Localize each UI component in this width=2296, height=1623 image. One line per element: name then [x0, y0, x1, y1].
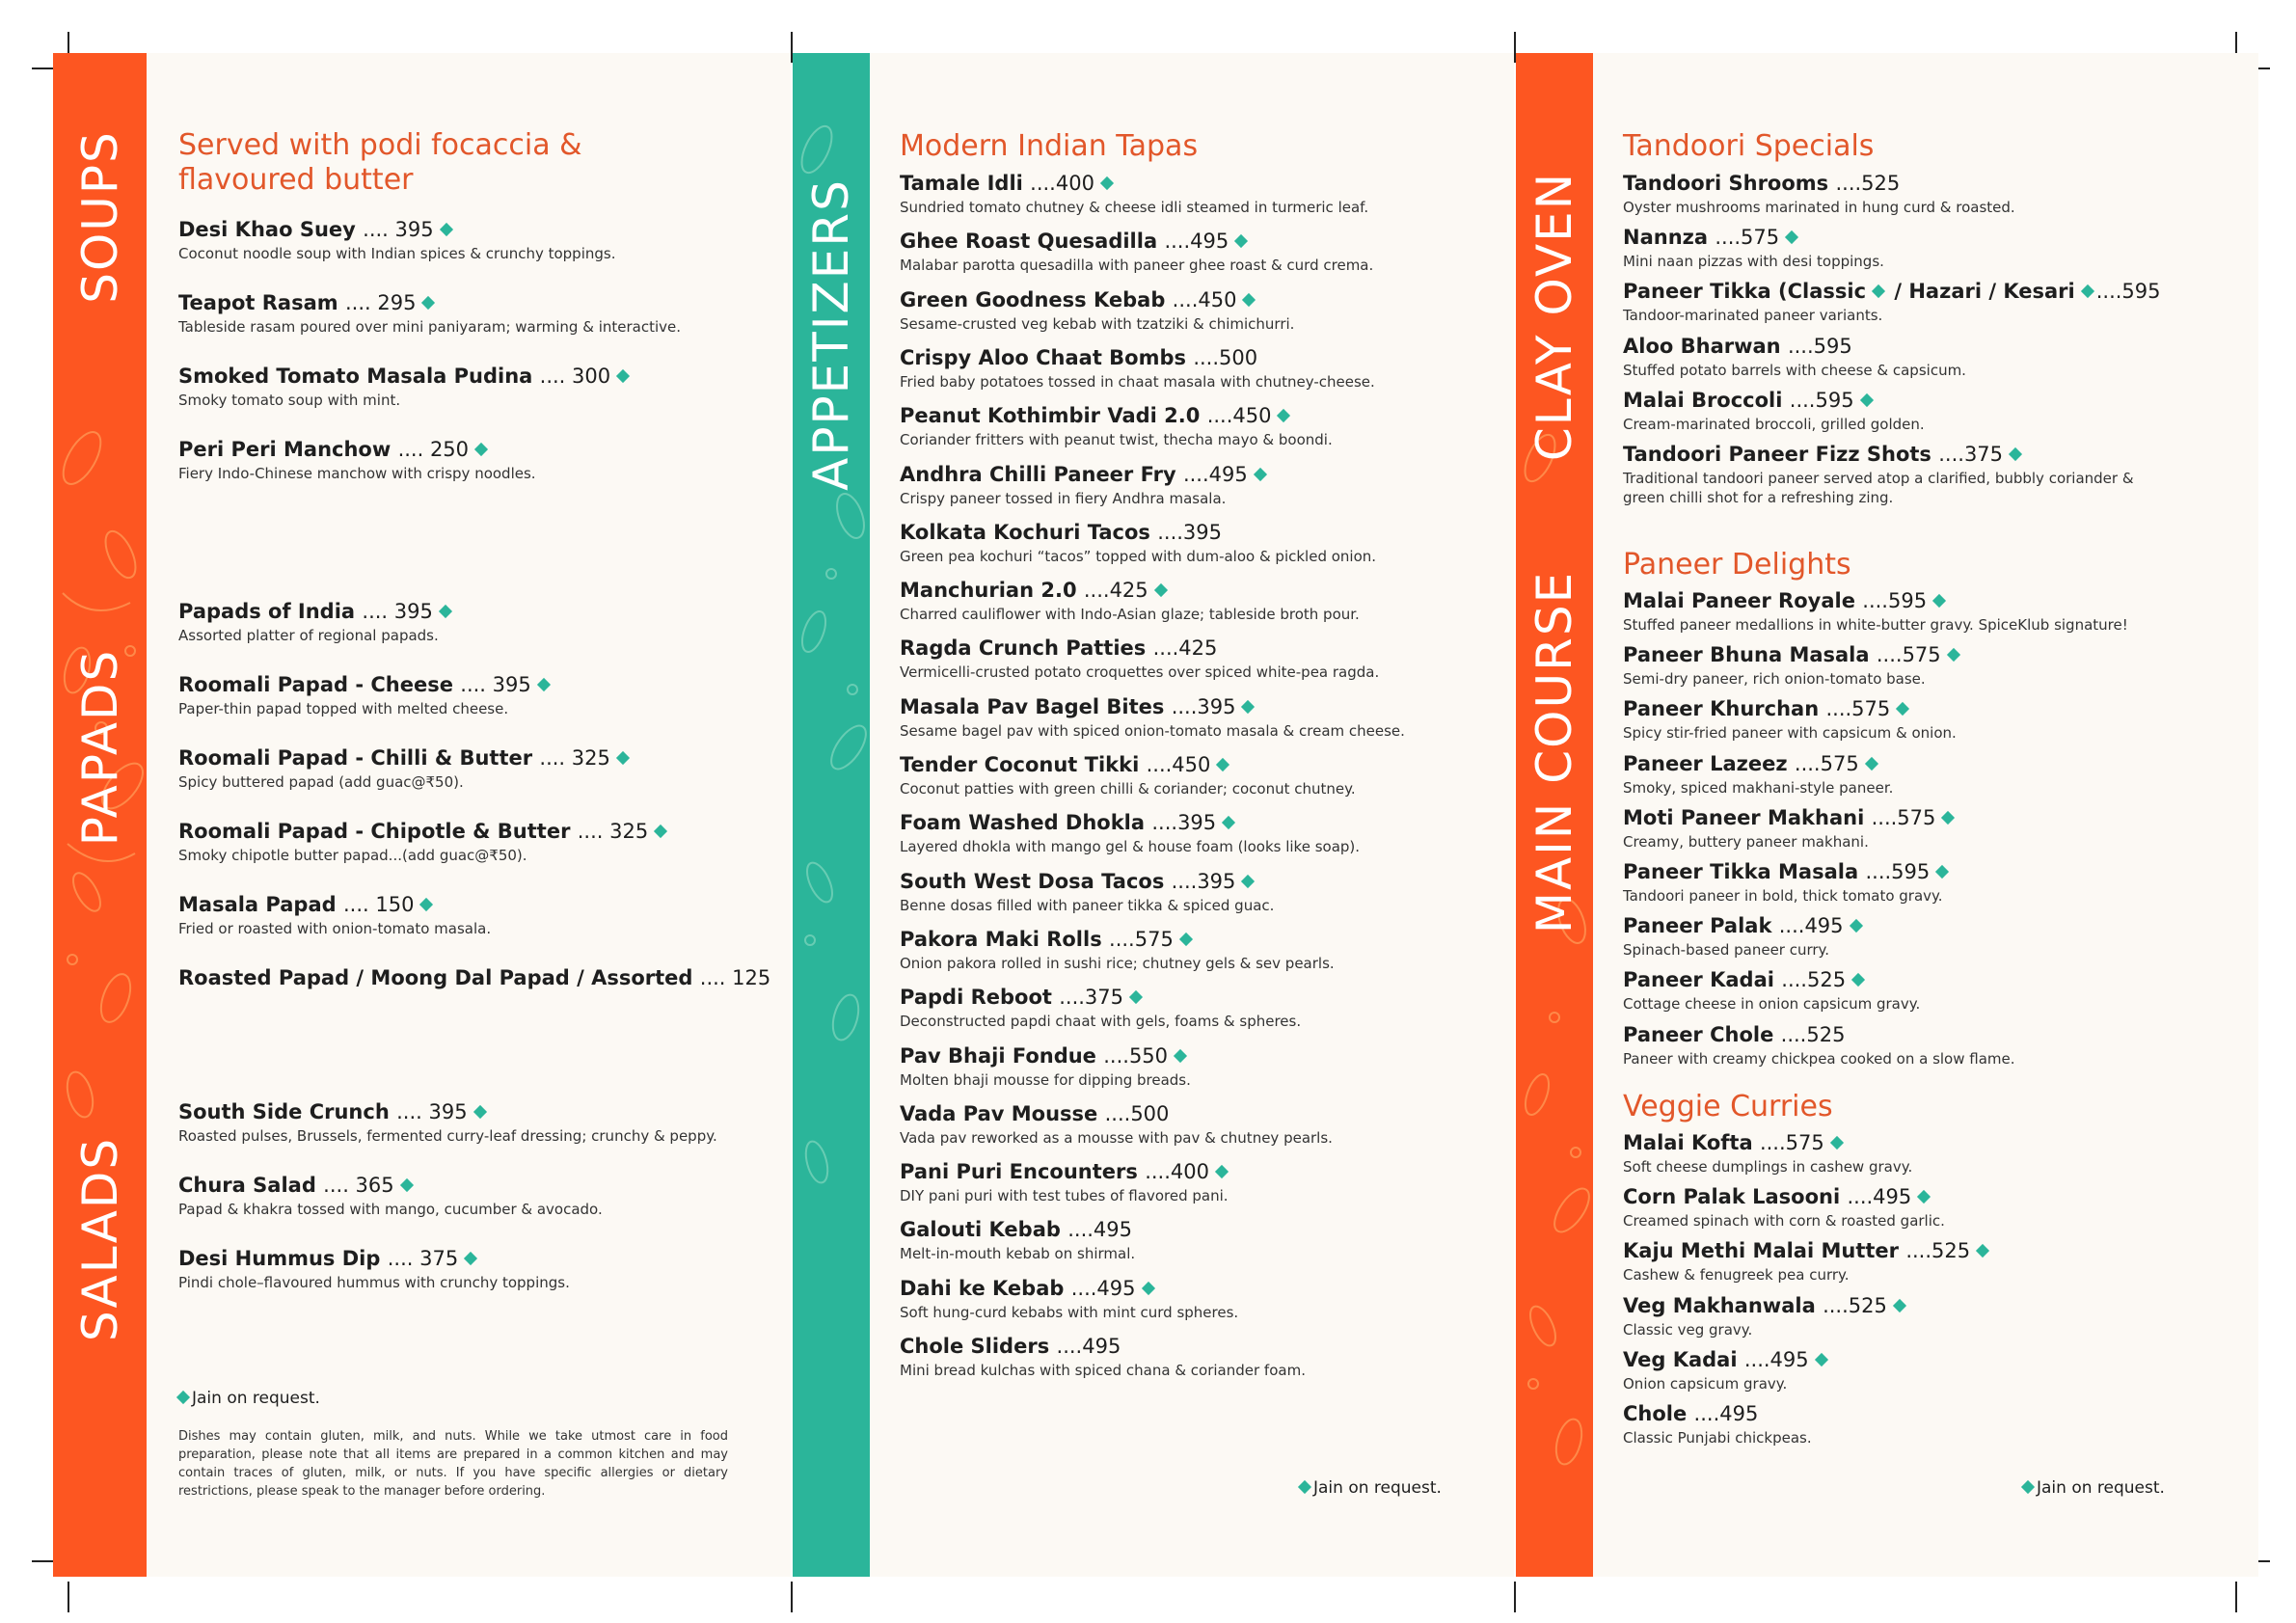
menu-item-price: ....495 [1056, 1335, 1121, 1358]
menu-item-description: Mini bread kulchas with spiced chana & coriander foam. [900, 1362, 1306, 1379]
menu-item [1623, 225, 2163, 271]
menu-item-name: Malai Kofta ....575 [1623, 1130, 2201, 1155]
menu-item [1623, 805, 2201, 852]
menu-item-price: .... 250 [397, 438, 470, 461]
jain-diamond-icon [419, 898, 433, 911]
menu-item [1623, 1184, 2201, 1231]
jain-diamond-icon [1241, 700, 1255, 714]
menu-item-name: Kolkata Kochuri Tacos ....395 [900, 520, 1223, 544]
menu-item [1623, 1401, 2201, 1447]
menu-item [1623, 696, 2201, 743]
menu-item-price: ....495 [1182, 462, 1248, 486]
menu-item-description: Creamed spinach with corn & roasted garlic. [1623, 1212, 1945, 1231]
menu-item [178, 437, 757, 483]
jain-diamond-icon [1100, 176, 1114, 190]
menu-item [900, 229, 1498, 275]
menu-item-name: Roomali Papad - Cheese .... 395 [178, 672, 776, 697]
menu-item-description: Charred cauliflower with Indo-Asian glaze; tableside broth pour. [900, 606, 1360, 624]
menu-item-name: Roomali Papad - Chipotle & Butter .... 325 [178, 819, 776, 844]
panel1 [147, 53, 791, 1577]
menu-item-name: Moti Paneer Makhani ....575 [1623, 805, 2201, 830]
menu-item-description: Stuffed potato barrels with cheese & capsicum. [1623, 361, 1966, 379]
menu-item [1623, 442, 2163, 507]
menu-item [900, 694, 1498, 741]
menu-item-description: Vada pav reworked as a mousse with pav & chutney pearls. [900, 1128, 1333, 1147]
jain-diamond-icon [1242, 293, 1256, 307]
menu-item-description: Sesame bagel pav with spiced onion-tomato masala & cream cheese. [900, 721, 1405, 740]
panel1-side-strip [53, 53, 147, 1577]
jain-diamond-icon [464, 1252, 477, 1265]
menu-item-name: Paneer Khurchan ....575 [1623, 696, 2201, 721]
menu-item-price: ....595 [2095, 280, 2161, 304]
tandoori-heading: Tandoori Specials [1623, 129, 1875, 163]
menu-item-description: Soft hung-curd kebabs with mint curd spheres. [900, 1303, 1239, 1321]
menu-item-description: Coconut noodle soup with Indian spices & crunchy toppings. [178, 245, 616, 262]
jain-note: Jain on request. [2023, 1478, 2165, 1498]
menu-item [900, 171, 1498, 217]
menu-item-price: ....425 [1152, 636, 1218, 661]
menu-item-price: .... 395 [396, 1100, 468, 1123]
menu-item-price: .... 300 [539, 365, 611, 388]
menu-item-name: Paneer Tikka Masala ....595 [1623, 859, 2201, 884]
menu-item [900, 985, 1498, 1031]
menu-item-description: Sundried tomato chutney & cheese idli steamed in turmeric leaf. [900, 199, 1369, 216]
menu-item-name: Green Goodness Kebab ....450 [900, 287, 1498, 312]
menu-item [900, 403, 1498, 449]
menu-item-price: ....375 [1938, 443, 2004, 466]
menu-item-name: Ragda Crunch Patties ....425 [900, 636, 1218, 661]
menu-item-name: Vada Pav Mousse ....500 [900, 1101, 1170, 1125]
menu-item [900, 636, 1498, 682]
menu-item [900, 520, 1498, 566]
menu-item-price: ....400 [1030, 172, 1094, 195]
jain-diamond-icon [176, 1391, 190, 1404]
menu-item-name: Ghee Roast Quesadilla ....495 [900, 229, 1498, 254]
jain-diamond-icon [440, 223, 453, 236]
jain-diamond-icon [1141, 1282, 1154, 1295]
jain-diamond-icon [1815, 1353, 1828, 1366]
jain-diamond-icon [1917, 1190, 1931, 1204]
menu-item-name: South West Dosa Tacos ....395 [900, 869, 1498, 894]
menu-item-description: Coriander fritters with peanut twist, thecha mayo & boondi. [900, 431, 1333, 449]
menu-item-name: Corn Palak Lasooni ....495 [1623, 1184, 2201, 1209]
menu-item-price: ....450 [1146, 753, 1211, 776]
menu-item-description: Classic veg gravy. [1623, 1320, 1753, 1339]
menu-item-description: Soft cheese dumplings in cashew gravy. [1623, 1158, 1913, 1176]
menu-item [178, 364, 757, 410]
menu-item-description: Stuffed paneer medallions in white-butter gravy. SpiceKlub signature! [1623, 616, 2128, 634]
menu-item-price: .... 395 [363, 218, 434, 241]
jain-diamond-icon [400, 1178, 414, 1192]
menu-item-price: ....450 [1206, 404, 1272, 428]
menu-item-name: Paneer Tikka (Classic / Hazari / Kesari ....595 [1623, 280, 2161, 304]
menu-item-name: Masala Pav Bagel Bites ....395 [900, 694, 1498, 719]
jain-diamond-icon [1179, 933, 1193, 946]
jain-diamond-icon [1893, 1299, 1906, 1312]
menu-item-price: ....575 [1109, 927, 1174, 951]
menu-item-name: Paneer Palak ....495 [1623, 913, 2201, 938]
menu-item-name: Paneer Chole ....525 [1623, 1022, 1846, 1046]
menu-item-description: DIY pani puri with test tubes of flavored pani. [900, 1187, 1229, 1205]
menu-item-name: Veg Makhanwala ....525 [1623, 1293, 2201, 1318]
jain-diamond-icon [1851, 973, 1865, 987]
menu-item [178, 819, 776, 865]
jain-diamond-icon [1174, 1048, 1187, 1062]
menu-item-name: Crispy Aloo Chaat Bombs ....500 [900, 345, 1258, 369]
menu-item [900, 1101, 1498, 1148]
menu-item-name: Malai Paneer Royale ....595 [1623, 588, 2201, 613]
menu-item [1623, 642, 2201, 689]
menu-item-price: ....575 [1794, 751, 1859, 775]
menu-item-description: Cream-marinated broccoli, grilled golden. [1623, 415, 1925, 433]
menu-item [1623, 967, 2201, 1014]
clay-oven-label: CLAY OVEN [1526, 171, 1582, 462]
menu-item [178, 217, 757, 263]
menu-item-price: .... 150 [342, 893, 415, 916]
menu-item [178, 672, 776, 718]
menu-item [1623, 859, 2201, 906]
menu-item [900, 578, 1498, 624]
menu-item-name: Paneer Bhuna Masala ....575 [1623, 642, 2201, 667]
menu-item-name: South Side Crunch .... 395 [178, 1099, 776, 1124]
menu-item-name: Tender Coconut Tikki ....450 [900, 752, 1498, 777]
menu-item-description: Roasted pulses, Brussels, fermented curry-leaf dressing; crunchy & peppy. [178, 1127, 717, 1145]
menu-item-description: Spicy buttered papad (add guac@₹50). [178, 773, 464, 791]
menu-item-name: Papads of India .... 395 [178, 599, 776, 624]
menu-item [1623, 334, 2163, 380]
menu-item [178, 1246, 776, 1292]
menu-item [900, 869, 1498, 915]
menu-item-price: ....400 [1145, 1160, 1209, 1184]
menu-item-name: Manchurian 2.0 ....425 [900, 578, 1498, 603]
menu-item [1623, 171, 2163, 217]
menu-item-description: Malabar parotta quesadilla with paneer ghee roast & curd crema. [900, 257, 1374, 275]
menu-item-price: ....575 [1825, 697, 1891, 721]
jain-diamond-icon [2009, 447, 2022, 461]
menu-item-description: Classic Punjabi chickpeas. [1623, 1429, 1812, 1447]
menu-item-name: Veg Kadai ....495 [1623, 1347, 2201, 1372]
menu-item-price: ....395 [1171, 869, 1236, 893]
salads-label: SALADS [71, 1136, 128, 1342]
soups-label: SOUPS [71, 130, 128, 304]
menu-item-description: Cottage cheese in onion capsicum gravy. [1623, 995, 1921, 1014]
menu-item-name: Kaju Methi Malai Mutter ....525 [1623, 1238, 2201, 1263]
menu-item-price: .... 125 [699, 966, 771, 989]
jain-diamond-icon [1241, 875, 1255, 888]
menu-item-name: Pav Bhaji Fondue ....550 [900, 1043, 1498, 1068]
menu-item-description: Oyster mushrooms marinated in hung curd & roasted. [1623, 199, 2015, 216]
menu-item-description: Pindi chole–flavoured hummus with crunchy toppings. [178, 1274, 570, 1291]
menu-item-price: ....495 [1070, 1276, 1136, 1300]
jain-diamond-icon [1254, 467, 1267, 480]
appetizers-heading: Modern Indian Tapas [900, 129, 1199, 163]
menu-item-name: Peanut Kothimbir Vadi 2.0 ....450 [900, 403, 1498, 428]
menu-item-price: .... 365 [323, 1174, 394, 1197]
jain-diamond-icon [1222, 816, 1235, 829]
menu-item-price: ....495 [1164, 230, 1229, 254]
menu-item-price: ....395 [1151, 811, 1217, 835]
menu-item [178, 892, 776, 938]
menu-item-price: .... 325 [539, 746, 610, 770]
allergen-disclaimer: Dishes may contain gluten, milk, and nuts. While we take utmost care in food preparation, please note that all items are prepared in a common kitchen and may contain traces of gluten, milk, or nuts. If you have specific allergies or dietary restrictions, please speak to the manager before ordering. [178, 1429, 728, 1499]
menu-item-name: Desi Hummus Dip .... 375 [178, 1246, 776, 1271]
menu-item-description: Sesame-crusted veg kebab with tzatziki & chimichurri. [900, 314, 1295, 333]
menu-item [1623, 388, 2163, 434]
menu-item [900, 1217, 1498, 1263]
menu-item-description: Paper-thin papad topped with melted cheese. [178, 700, 509, 717]
menu-item-description: Benne dosas filled with paneer tikka & spiced guac. [900, 896, 1275, 914]
menu-item-price: ....495 [1067, 1218, 1133, 1242]
menu-item [178, 290, 757, 337]
jain-diamond-icon [1947, 648, 1960, 662]
menu-item-description: Papad & khakra tossed with mango, cucumber & avocado. [178, 1201, 603, 1218]
menu-item-name: Andhra Chilli Paneer Fry ....495 [900, 462, 1498, 487]
paneer-heading: Paneer Delights [1623, 548, 1851, 582]
menu-item [900, 462, 1498, 508]
menu-item [1623, 1347, 2201, 1393]
menu-item-name: Pani Puri Encounters ....400 [900, 1159, 1498, 1184]
jain-diamond-icon [1872, 284, 1885, 298]
menu-item-description: Green pea kochuri “tacos” topped with dum-aloo & pickled onion. [900, 547, 1377, 565]
menu-item-description: Fried baby potatoes tossed in chaat masala with chutney-cheese. [900, 372, 1375, 391]
menu-item-name: Paneer Lazeez ....575 [1623, 751, 2201, 776]
jain-diamond-icon [1860, 393, 1874, 407]
menu-item-name: Malai Broccoli ....595 [1623, 388, 2163, 413]
menu-item [1623, 751, 2201, 798]
menu-item-description: Fried or roasted with onion-tomato masala. [178, 920, 492, 937]
menu-item-description: Assorted platter of regional papads. [178, 627, 439, 644]
menu-item-description: Tandoori paneer in bold, thick tomato gravy. [1623, 887, 1943, 905]
jain-diamond-icon [1830, 1136, 1844, 1150]
menu-item-price: ....495 [1693, 1402, 1759, 1425]
jain-diamond-icon [1976, 1244, 1989, 1258]
menu-item-name: Roasted Papad / Moong Dal Papad / Assorted .... 125 [178, 966, 771, 989]
menu-item-description: Smoky tomato soup with mint. [178, 392, 401, 409]
menu-item [900, 1159, 1498, 1205]
jain-diamond-icon [2081, 284, 2094, 298]
menu-item-name: Foam Washed Dhokla ....395 [900, 810, 1498, 835]
menu-item-price: ....575 [1759, 1131, 1824, 1154]
menu-item-description: Cashew & fenugreek pea curry. [1623, 1266, 1850, 1285]
jain-diamond-icon [1298, 1480, 1311, 1494]
menu-item-description: Onion pakora rolled in sushi rice; chutney gels & sev pearls. [900, 954, 1335, 972]
jain-diamond-icon [439, 605, 452, 618]
menu-item [1623, 279, 2163, 325]
menu-item-price: ....425 [1083, 579, 1148, 603]
jain-diamond-icon [537, 678, 551, 691]
menu-item-price: .... 375 [387, 1247, 459, 1270]
menu-item-name: Dahi ke Kebab ....495 [900, 1276, 1498, 1301]
menu-item-price: ....525 [1780, 1022, 1846, 1046]
menu-item [1623, 913, 2201, 960]
menu-item-description: Molten bhaji mousse for dipping breads. [900, 1070, 1191, 1089]
menu-item-description: Crispy paneer tossed in fiery Andhra masala. [900, 489, 1227, 507]
menu-item-description: Semi-dry paneer, rich onion-tomato base. [1623, 670, 1926, 689]
menu-item-price: ....395 [1157, 520, 1223, 544]
menu-item-description: Smoky chipotle butter papad...(add guac@₹50). [178, 847, 527, 864]
menu-item-name: Peri Peri Manchow .... 250 [178, 437, 757, 462]
menu-item [900, 810, 1498, 856]
panel2-side-strip [793, 53, 870, 1577]
menu-item-price: ....575 [1871, 805, 1936, 829]
menu-item [178, 1099, 776, 1146]
menu-item-price: ....375 [1059, 986, 1124, 1010]
menu-item-price: ....495 [1778, 914, 1844, 938]
menu-item-price: ....395 [1171, 694, 1236, 718]
menu-item-name: Roomali Papad - Chilli & Butter .... 325 [178, 745, 776, 771]
menu-item-price: ....595 [1865, 860, 1931, 883]
panel3-side-strip [1516, 53, 1593, 1577]
menu-item-description: Smoky, spiced makhani-style paneer. [1623, 778, 1894, 797]
veggie-section [1623, 1090, 2240, 1132]
menu-item [900, 1043, 1498, 1090]
menu-item-description: Deconstructed papdi chaat with gels, foams & spheres. [900, 1013, 1302, 1031]
menu-item-price: ....575 [1876, 643, 1941, 667]
jain-diamond-icon [1896, 702, 1909, 716]
menu-item-price: ....575 [1715, 226, 1780, 250]
menu-item [178, 965, 776, 990]
menu-item [900, 345, 1498, 392]
menu-item-description: Spinach-based paneer curry. [1623, 941, 1830, 960]
jain-diamond-icon [421, 296, 435, 310]
menu-item-name: Smoked Tomato Masala Pudina .... 300 [178, 364, 757, 389]
paneer-section [1623, 548, 2240, 590]
menu-item-price: ....550 [1103, 1043, 1169, 1068]
menu-item [900, 927, 1498, 973]
jain-diamond-icon [1129, 990, 1143, 1004]
menu-item-name: Chura Salad .... 365 [178, 1173, 776, 1198]
jain-diamond-icon [1277, 409, 1290, 422]
menu-item [1623, 1130, 2201, 1177]
jain-diamond-icon [1216, 758, 1229, 771]
menu-item-name: Teapot Rasam .... 295 [178, 290, 757, 315]
menu-item-price: .... 325 [577, 820, 649, 843]
menu-item-description: Tandoor-marinated paneer variants. [1623, 307, 1883, 325]
papads-label: PAPADS [71, 648, 128, 847]
menu-item-description: Creamy, buttery paneer makhani. [1623, 832, 1869, 851]
menu-item [900, 752, 1498, 798]
jain-diamond-icon [1154, 583, 1168, 597]
menu-item-description: Mini naan pizzas with desi toppings. [1623, 253, 1884, 271]
menu-item [1623, 1293, 2201, 1339]
jain-diamond-icon [616, 369, 630, 383]
menu-item-name: Chole Sliders ....495 [900, 1335, 1121, 1358]
menu-item [178, 599, 776, 645]
soups-section [178, 128, 757, 205]
menu-item [1623, 588, 2201, 635]
menu-item-price: ....595 [1862, 589, 1928, 612]
tandoori-section [1623, 129, 2240, 172]
menu-item-price: ....525 [1835, 172, 1901, 195]
jain-diamond-icon [654, 825, 667, 838]
menu-item-price: .... 395 [460, 673, 531, 696]
menu-item-name: Desi Khao Suey .... 395 [178, 217, 757, 242]
menu-item-name: Aloo Bharwan ....595 [1623, 334, 1852, 358]
menu-item-name: Tamale Idli ....400 [900, 171, 1498, 196]
menu-item-name: Tandoori Paneer Fizz Shots ....375 [1623, 442, 2163, 467]
menu-item-price: ....495 [1847, 1185, 1912, 1209]
menu-item [900, 1276, 1498, 1322]
menu-item-price: ....595 [1787, 334, 1852, 358]
veggie-heading: Veggie Curries [1623, 1090, 1833, 1123]
menu-item [178, 745, 776, 792]
menu-item-price: ....525 [1905, 1239, 1971, 1263]
menu-item-price: ....495 [1743, 1347, 1809, 1371]
jain-diamond-icon [2021, 1480, 2035, 1494]
menu-item-name: Masala Papad .... 150 [178, 892, 776, 917]
menu-item-name: Paneer Kadai ....525 [1623, 967, 2201, 992]
menu-item-description: Spicy stir-fried paneer with capsicum & onion. [1623, 724, 1957, 743]
menu-item-description: Melt-in-mouth kebab on shirmal. [900, 1245, 1136, 1263]
menu-item-description: Vermicelli-crusted potato croquettes over spiced white-pea ragda. [900, 663, 1380, 682]
menu-item-description: Onion capsicum gravy. [1623, 1374, 1788, 1393]
jain-diamond-icon [474, 443, 488, 456]
jain-diamond-icon [1234, 234, 1248, 248]
menu-item-description: Traditional tandoori paneer served atop a clarified, bubbly coriander & green chilli shot for a refreshing zing. [1623, 470, 2134, 506]
menu-item [900, 1334, 1498, 1380]
soups-heading: Served with podi focaccia & flavoured butter [178, 128, 582, 197]
menu-item-name: Nannza ....575 [1623, 225, 2163, 250]
menu-item-name: Pakora Maki Rolls ....575 [900, 927, 1498, 952]
jain-diamond-icon [1849, 919, 1862, 933]
jain-note: Jain on request. [178, 1389, 320, 1408]
menu-item-price: ....500 [1193, 345, 1258, 369]
jain-diamond-icon [1932, 594, 1946, 608]
menu-item-description: Fiery Indo-Chinese manchow with crispy noodles. [178, 465, 536, 482]
menu-item-description: Paneer with creamy chickpea cooked on a slow flame. [1623, 1049, 2015, 1068]
menu-item-description: Coconut patties with green chilli & coriander; coconut chutney. [900, 780, 1356, 798]
jain-diamond-icon [1941, 811, 1955, 825]
menu-item-name: Tandoori Shrooms ....525 [1623, 172, 1901, 195]
menu-item [900, 287, 1498, 334]
jain-diamond-icon [1935, 865, 1949, 879]
menu-item-price: ....500 [1104, 1101, 1170, 1125]
menu-item-description: Tableside rasam poured over mini paniyaram; warming & interactive. [178, 318, 682, 336]
menu-item-price: ....595 [1789, 388, 1854, 412]
menu-item-name: Galouti Kebab ....495 [900, 1218, 1133, 1242]
menu-item-price: ....450 [1172, 287, 1237, 311]
jain-diamond-icon [473, 1105, 486, 1119]
menu-item-price: .... 295 [344, 291, 417, 314]
main-course-label: MAIN COURSE [1526, 570, 1582, 934]
menu-item-price: ....525 [1781, 968, 1847, 992]
jain-diamond-icon [616, 751, 630, 765]
menu-item-price: .... 395 [362, 600, 433, 623]
menu-item [1623, 1238, 2201, 1285]
menu-item-name: Chole ....495 [1623, 1402, 1759, 1425]
jain-diamond-icon [1865, 757, 1878, 771]
menu-item [178, 1173, 776, 1219]
menu-item-description: Layered dhokla with mango gel & house foam (looks like soap). [900, 838, 1361, 856]
jain-diamond-icon [1785, 230, 1798, 244]
jain-diamond-icon [1215, 1165, 1229, 1178]
menu-item [1623, 1022, 2201, 1068]
appetizers-section [900, 129, 1498, 172]
appetizers-label: APPETIZERS [803, 178, 859, 491]
menu-item-name: Papdi Reboot ....375 [900, 985, 1498, 1010]
menu-item-price: ....525 [1823, 1293, 1887, 1317]
jain-note: Jain on request. [1300, 1478, 1442, 1498]
